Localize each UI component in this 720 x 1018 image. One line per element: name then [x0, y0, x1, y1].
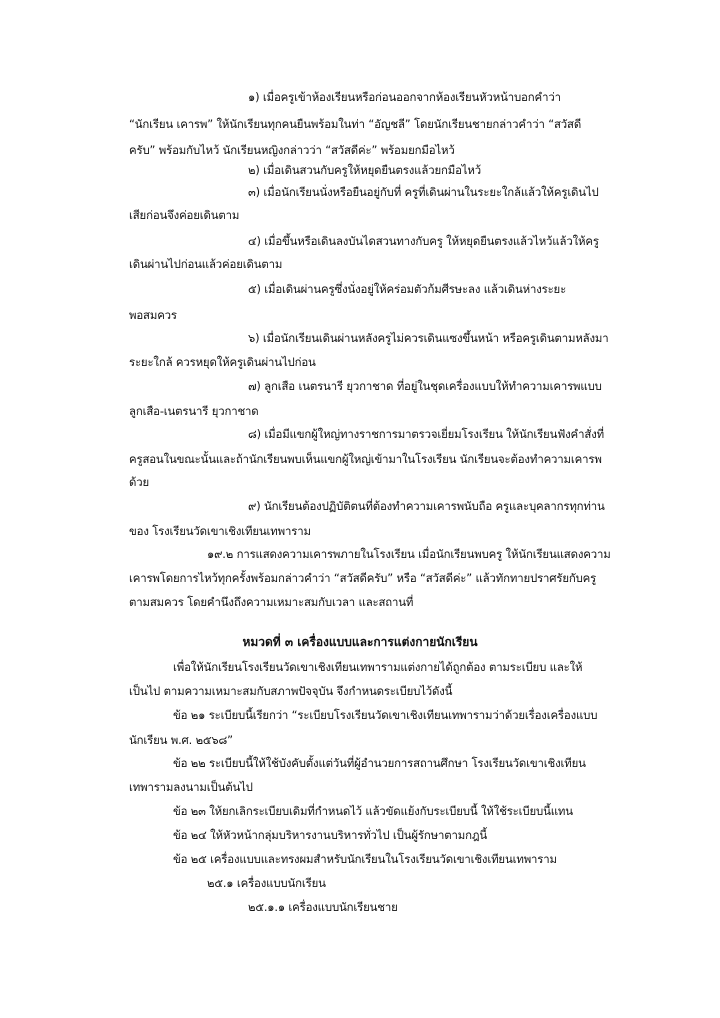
section-intro: เพื่อให้นักเรียนโรงเรียนวัดเขาเชิงเทียนเทพารามแต่งกายได้ถูกต้อง ตามระเบียบ และให้ [173, 660, 583, 674]
rule-19-1-item-9: ๙) นักเรียนต้องปฏิบัติตนที่ต้องทำความเคารพนับถือ ครูและบุคลากรทุกท่าน [248, 499, 605, 513]
article-25-1-1: ๒๕.๑.๑ เครื่องแบบนักเรียนชาย [248, 900, 398, 914]
rule-19-1-item-7: ๗) ลูกเสือ เนตรนารี ยุวกาชาด ที่อยู่ในชุดเครื่องแบบให้ทำความเคารพแบบ [248, 379, 602, 393]
text-line: เทพารามลงนามเป็นต้นไป [129, 780, 253, 794]
text-line: ลูกเสือ-เนตรนารี ยุวกาชาด [129, 404, 259, 418]
rule-19-1-item-2: ๒) เมื่อเดินสวนกับครูให้หยุดยืนตรงแล้วยกมือไหว้ [248, 163, 481, 177]
text-line: ครับ” พร้อมกับไหว้ นักเรียนหญิงกล่าวว่า “สวัสดีค่ะ” พร้อมยกมือไหว้ [129, 143, 455, 157]
article-25: ข้อ ๒๕ เครื่องแบบและทรงผมสำหรับนักเรียนในโรงเรียนวัดเขาเชิงเทียนเทพาราม [173, 852, 557, 866]
text-line: “นักเรียน เคารพ” ให้นักเรียนทุกคนยืนพร้อมในท่า “อัญชลี” โดยนักเรียนชายกล่าวคำว่า “สวัสดี [129, 117, 582, 131]
text-line: เดินผ่านไปก่อนแล้วค่อยเดินตาม [129, 257, 283, 271]
article-21: ข้อ ๒๑ ระเบียบนี้เรียกว่า “ระเบียบโรงเรียนวัดเขาเชิงเทียนเทพารามว่าด้วยเรื่องเครื่องแบบ [173, 708, 598, 722]
text-line: นักเรียน พ.ศ. ๒๕๖๘” [129, 733, 233, 747]
text-line: เสียก่อนจึงค่อยเดินตาม [129, 208, 240, 222]
text-line: ของ โรงเรียนวัดเขาเชิงเทียนเทพาราม [129, 524, 311, 538]
article-25-1: ๒๕.๑ เครื่องแบบนักเรียน [207, 876, 326, 890]
rule-19-1-item-4: ๔) เมื่อขึ้นหรือเดินลงบันไดสวนทางกับครู ให้หยุดยืนตรงแล้วไหว้แล้วให้ครู [248, 234, 599, 248]
rule-19-2: ๑๙.๒ การแสดงความเคารพภายในโรงเรียน เมื่อนักเรียนพบครู ให้นักเรียนแสดงความ [207, 547, 611, 561]
article-22: ข้อ ๒๒ ระเบียบนี้ให้ใช้บังคับตั้งแต่วันที่ผู้อำนวยการสถานศึกษา โรงเรียนวัดเขาเชิงเทียน [173, 756, 586, 770]
section-heading: หมวดที่ ๓ เครื่องแบบและการแต่งกายนักเรียน [242, 635, 478, 649]
text-line: ตามสมควร โดยคำนึงถึงความเหมาะสมกับเวลา และสถานที่ [129, 595, 414, 609]
rule-19-1-item-3: ๓) เมื่อนักเรียนนั่งหรือยืนอยู่กับที่ ครูที่เดินผ่านในระยะใกล้แล้วให้ครูเดินไป [248, 185, 599, 199]
article-24: ข้อ ๒๔ ให้หัวหน้ากลุ่มบริหารงานบริหารทั่วไป เป็นผู้รักษาตามกฎนี้ [173, 828, 487, 842]
rule-19-1-item-6: ๖) เมื่อนักเรียนเดินผ่านหลังครูไม่ควรเดินแซงขึ้นหน้า หรือครูเดินตามหลังมา [248, 331, 609, 345]
rule-19-1-item-5: ๕) เมื่อเดินผ่านครูซึ่งนั่งอยู่ให้คร่อมตัวก้มศีรษะลง แล้วเดินห่างระยะ [248, 282, 567, 296]
text-line: ครูสอนในขณะนั้นและถ้านักเรียนพบเห็นแขกผู้ใหญ่เข้ามาในโรงเรียน นักเรียนจะต้องทำความเคารพ [129, 452, 602, 466]
text-line: เป็นไป ตามความเหมาะสมกับสภาพปัจจุบัน จึงกำหนดระเบียบไว้ดังนี้ [129, 684, 453, 698]
rule-19-1-item-8: ๘) เมื่อมีแขกผู้ใหญ่ทางราชการมาตรวจเยี่ยมโรงเรียน ให้นักเรียนฟังคำสั่งที่ [248, 427, 604, 441]
rule-19-1-item-1: ๑) เมื่อครูเข้าห้องเรียนหรือก่อนออกจากห้องเรียนหัวหน้าบอกคำว่า [248, 90, 561, 104]
text-line: ด้วย [129, 475, 150, 489]
text-line: ระยะใกล้ ควรหยุดให้ครูเดินผ่านไปก่อน [129, 355, 316, 369]
article-23: ข้อ ๒๓ ให้ยกเลิกระเบียบเดิมที่กำหนดไว้ แล้วขัดแย้งกับระเบียบนี้ ให้ใช้ระเบียบนี้แทน [173, 804, 573, 818]
text-line: เคารพโดยการไหว้ทุกครั้งพร้อมกล่าวคำว่า “สวัสดีครับ” หรือ “สวัสดีค่ะ” แล้วทักทายปราศรัยกับครู [129, 571, 597, 585]
text-line: พอสมควร [129, 308, 177, 322]
